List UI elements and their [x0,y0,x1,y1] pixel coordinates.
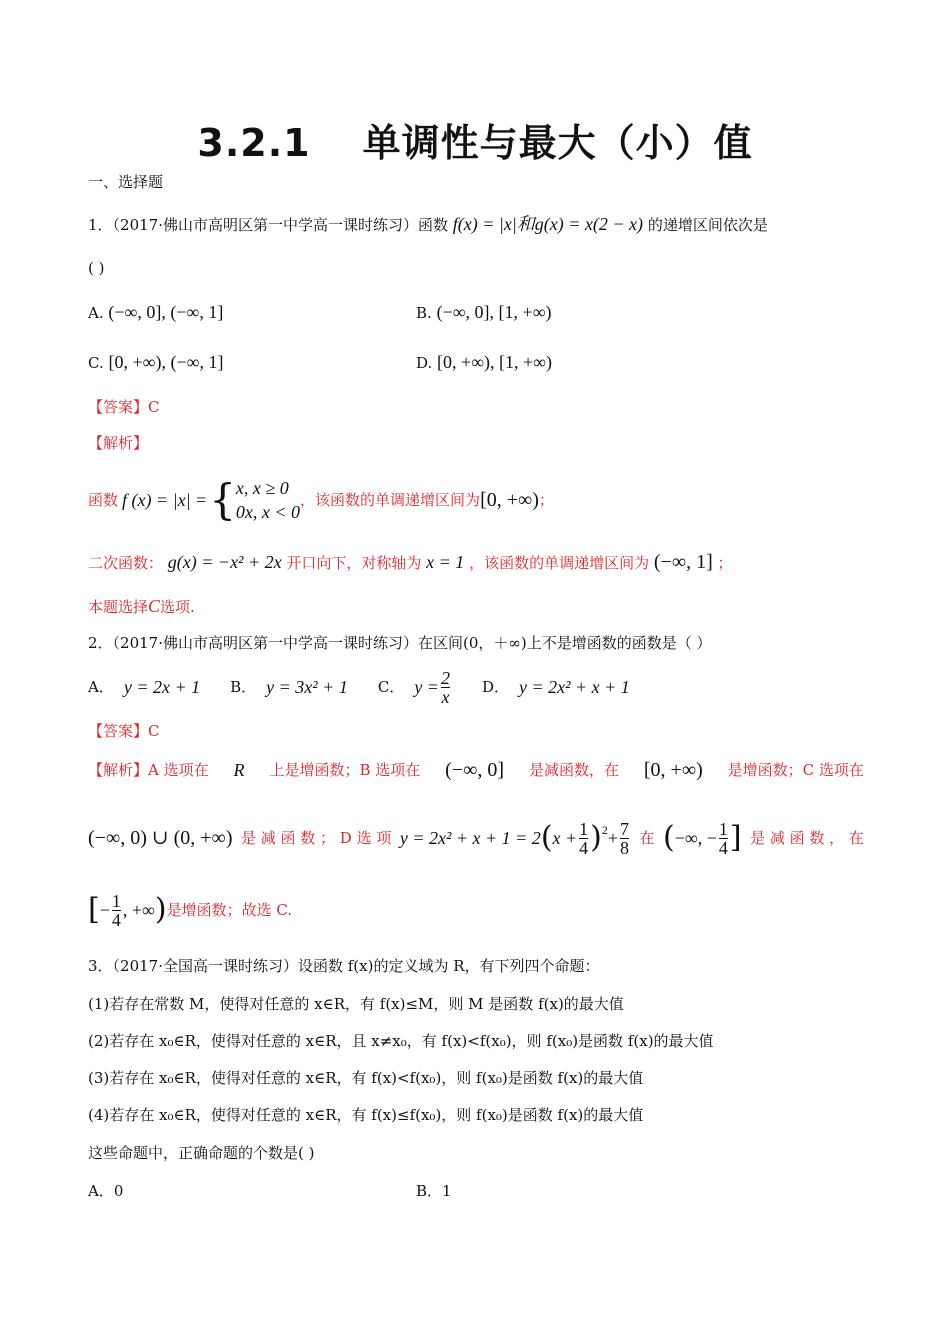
q2-b3-frac2-den: 8 [620,837,630,858]
q2-c1-pre: − [99,900,110,920]
q2-b3-x: x + [552,828,578,848]
q2-a3-interval: [0, +∞) [643,759,703,781]
q1-option-b [416,302,552,323]
q2-c1-interval [88,892,167,929]
q1-l1-pre: 函数 [88,491,119,509]
q2-answer: 【答案】C [88,722,160,740]
q2-option-c-label: C． [377,678,405,696]
q2-analysis-line2 [88,810,864,866]
q1-l1-interval: [0, +∞) [480,489,539,511]
q2-b3-frac1-den: 4 [579,837,589,858]
q1-l2-mid2: ，该函数的单调递增区间为 [469,554,650,572]
q1-option-b-label: B. [416,304,432,322]
q3-item-1: (1)若存在常数 M，使得对任意的 x∈R，有 f(x)≤M，则 M 是函数 f(x)的最大值 [88,995,624,1013]
q2-option-a: y = 2x + 1 [123,677,201,697]
q1-analysis-head: 【解析】 [88,434,149,452]
q1-l1-case2: 0x, x < 0 [235,502,301,522]
q2-b2: 是 减 函 数 ； D 选 项 [240,829,392,847]
q1-option-b-value: (−∞, 0], [1, +∞) [436,302,552,322]
q1-stem [88,214,768,235]
q2-a2: 上是增函数；B 选项在 [269,761,421,779]
q1-option-d-label: D. [416,354,433,372]
q2-b3-expression [400,820,631,857]
q3-item-3: (3)若存在 x₀∈R，使得对任意的 x∈R，有 f(x)<f(x₀)，则 f(x₀)是函数 f(x)的最大值 [88,1069,644,1087]
q1-answer: 【答案】C [88,398,160,416]
q1-option-d-value: [0, +∞), [1, +∞) [437,352,552,372]
q2-b1-interval: (−∞, 0) ∪ (0, +∞) [88,827,233,849]
section-heading: 一、选择题 [88,173,164,191]
right-paren-icon: ) [154,892,167,927]
q2-b4-frac-num: 1 [718,818,728,839]
q2-a4: 是增函数；C 选项在 [727,761,864,779]
q2-b4-interval [663,820,742,857]
q1-option-a-label: A. [88,304,104,322]
q3-item-4: (4)若存在 x₀∈R，使得对任意的 x∈R，有 f(x)≤f(x₀)，则 f(x₀)是函数 f(x)的最大值 [88,1106,644,1124]
q2-c1-frac-num: 1 [111,890,121,911]
q2-option-c-den: x [441,686,450,707]
q2-option-c-fraction [441,669,450,706]
q2-options [88,664,630,710]
q1-l1-cases [236,476,300,524]
q2-c1-post: , +∞ [122,900,155,920]
q2-b3-plus: + [607,828,619,848]
page-title [0,112,950,167]
q2-a1-r: R [233,760,245,780]
q1-option-c [88,352,223,373]
q2-option-c-pre: y = [414,677,439,697]
q2-b4-frac-den: 4 [718,837,728,858]
q1-stem-text: 1．（2017·佛山市高明区第一中学高一课时练习）函数 [88,216,448,234]
right-paren-icon: ) [590,820,602,855]
q2-b4-frac [719,820,728,857]
q1-option-c-value: [0, +∞), (−∞, 1] [108,352,224,372]
title-text: 单调性与最大（小）值 [362,121,753,165]
q1-paren: ( ) [88,259,105,277]
q2-a3: 是减函数，在 [528,761,619,779]
q2-option-b: y = 3x² + 1 [266,677,348,697]
q1-stem-tail: 的递增区间依次是 [647,216,768,234]
q2-option-b-label: B． [230,678,257,696]
q2-c1-frac [112,892,121,929]
q1-l2-end: ； [717,554,733,572]
q2-b3-frac2 [620,820,629,857]
q2-b3-frac1 [579,820,588,857]
q2-b5: 是 减 函 数 ， 在 [750,829,864,847]
q2-b3-square: 2 [601,822,608,837]
q2-analysis-line3 [88,882,292,938]
q2-b4: 在 [639,829,655,847]
q2-stem: 2．（2017·佛山市高明区第一中学高一课时练习）在区间(0，＋∞)上不是增函数的函数是（ ） [88,634,712,652]
left-paren-icon: ( [663,820,675,855]
q1-l3-post: 选项. [160,598,195,616]
q3-ask: 这些命题中，正确命题的个数是( ) [88,1144,315,1162]
q2-b3-frac1-num: 1 [579,818,589,839]
q1-option-a [88,302,223,323]
q1-analysis-line3 [88,596,195,617]
q2-analysis-line1 [88,760,864,780]
left-brace-icon: { [209,475,236,524]
q1-analysis-line2 [88,552,733,573]
left-paren-icon: ( [540,820,553,855]
q1-l1-fx: f (x) = |x| = [122,490,208,510]
title-number: 3.2.1 [197,121,311,165]
q2-option-d-label: D． [481,678,509,696]
q1-option-a-value: (−∞, 0], (−∞, 1] [108,302,224,322]
left-bracket-icon: [ [88,892,100,927]
q2-option-d: y = 2x² + x + 1 [518,677,630,697]
q2-b3-math: y = 2x² + x + 1 = 2 [399,828,541,848]
q2-b4-int-pre: −∞, − [674,828,717,848]
q2-c1-frac-den: 4 [111,909,121,930]
q1-l1-end: ； [538,491,554,509]
q3-option-a: A．0 [88,1182,124,1200]
q1-analysis-line1 [88,472,554,528]
right-bracket-icon: ] [729,820,742,855]
q2-a1: 【解析】A 选项在 [88,761,209,779]
q1-stem-math: f(x) = |x|和g(x) = x(2 − x) [452,214,644,234]
q1-l2-interval: (−∞, 1] [653,551,713,573]
q1-l2-mid: 开口向下，对称轴为 [286,554,422,572]
q2-option-c-num: 2 [440,667,450,688]
q1-l3-pre: 本题选择 [88,598,149,616]
q3-option-b: B．1 [416,1182,452,1200]
q2-b3-frac2-num: 7 [620,818,630,839]
q2-a2-interval: (−∞, 0] [445,759,505,781]
q1-l2-pre: 二次函数： [88,554,164,572]
q1-l2-axis: x = 1 [426,552,465,572]
q2-option-a-label: A． [88,678,114,696]
q1-option-c-label: C. [88,354,104,372]
q1-l1-case1: x, x ≥ 0 [235,478,289,498]
q1-l1-mid: ，该函数的单调递增区间为 [300,491,481,509]
q3-stem: 3．（2017·全国高一课时练习）设函数 f(x)的定义域为 R，有下列四个命题： [88,957,600,975]
q1-l2-math: g(x) = −x² + 2x [167,552,282,572]
q2-c2: 是增函数；故选 C. [166,901,293,919]
q1-l3-var: C [148,596,161,616]
q3-item-2: (2)若存在 x₀∈R，使得对任意的 x∈R，且 x≠x₀，有 f(x)<f(x₀)，则 f(x₀)是函数 f(x)的最大值 [88,1032,714,1050]
q1-option-d [416,352,552,373]
